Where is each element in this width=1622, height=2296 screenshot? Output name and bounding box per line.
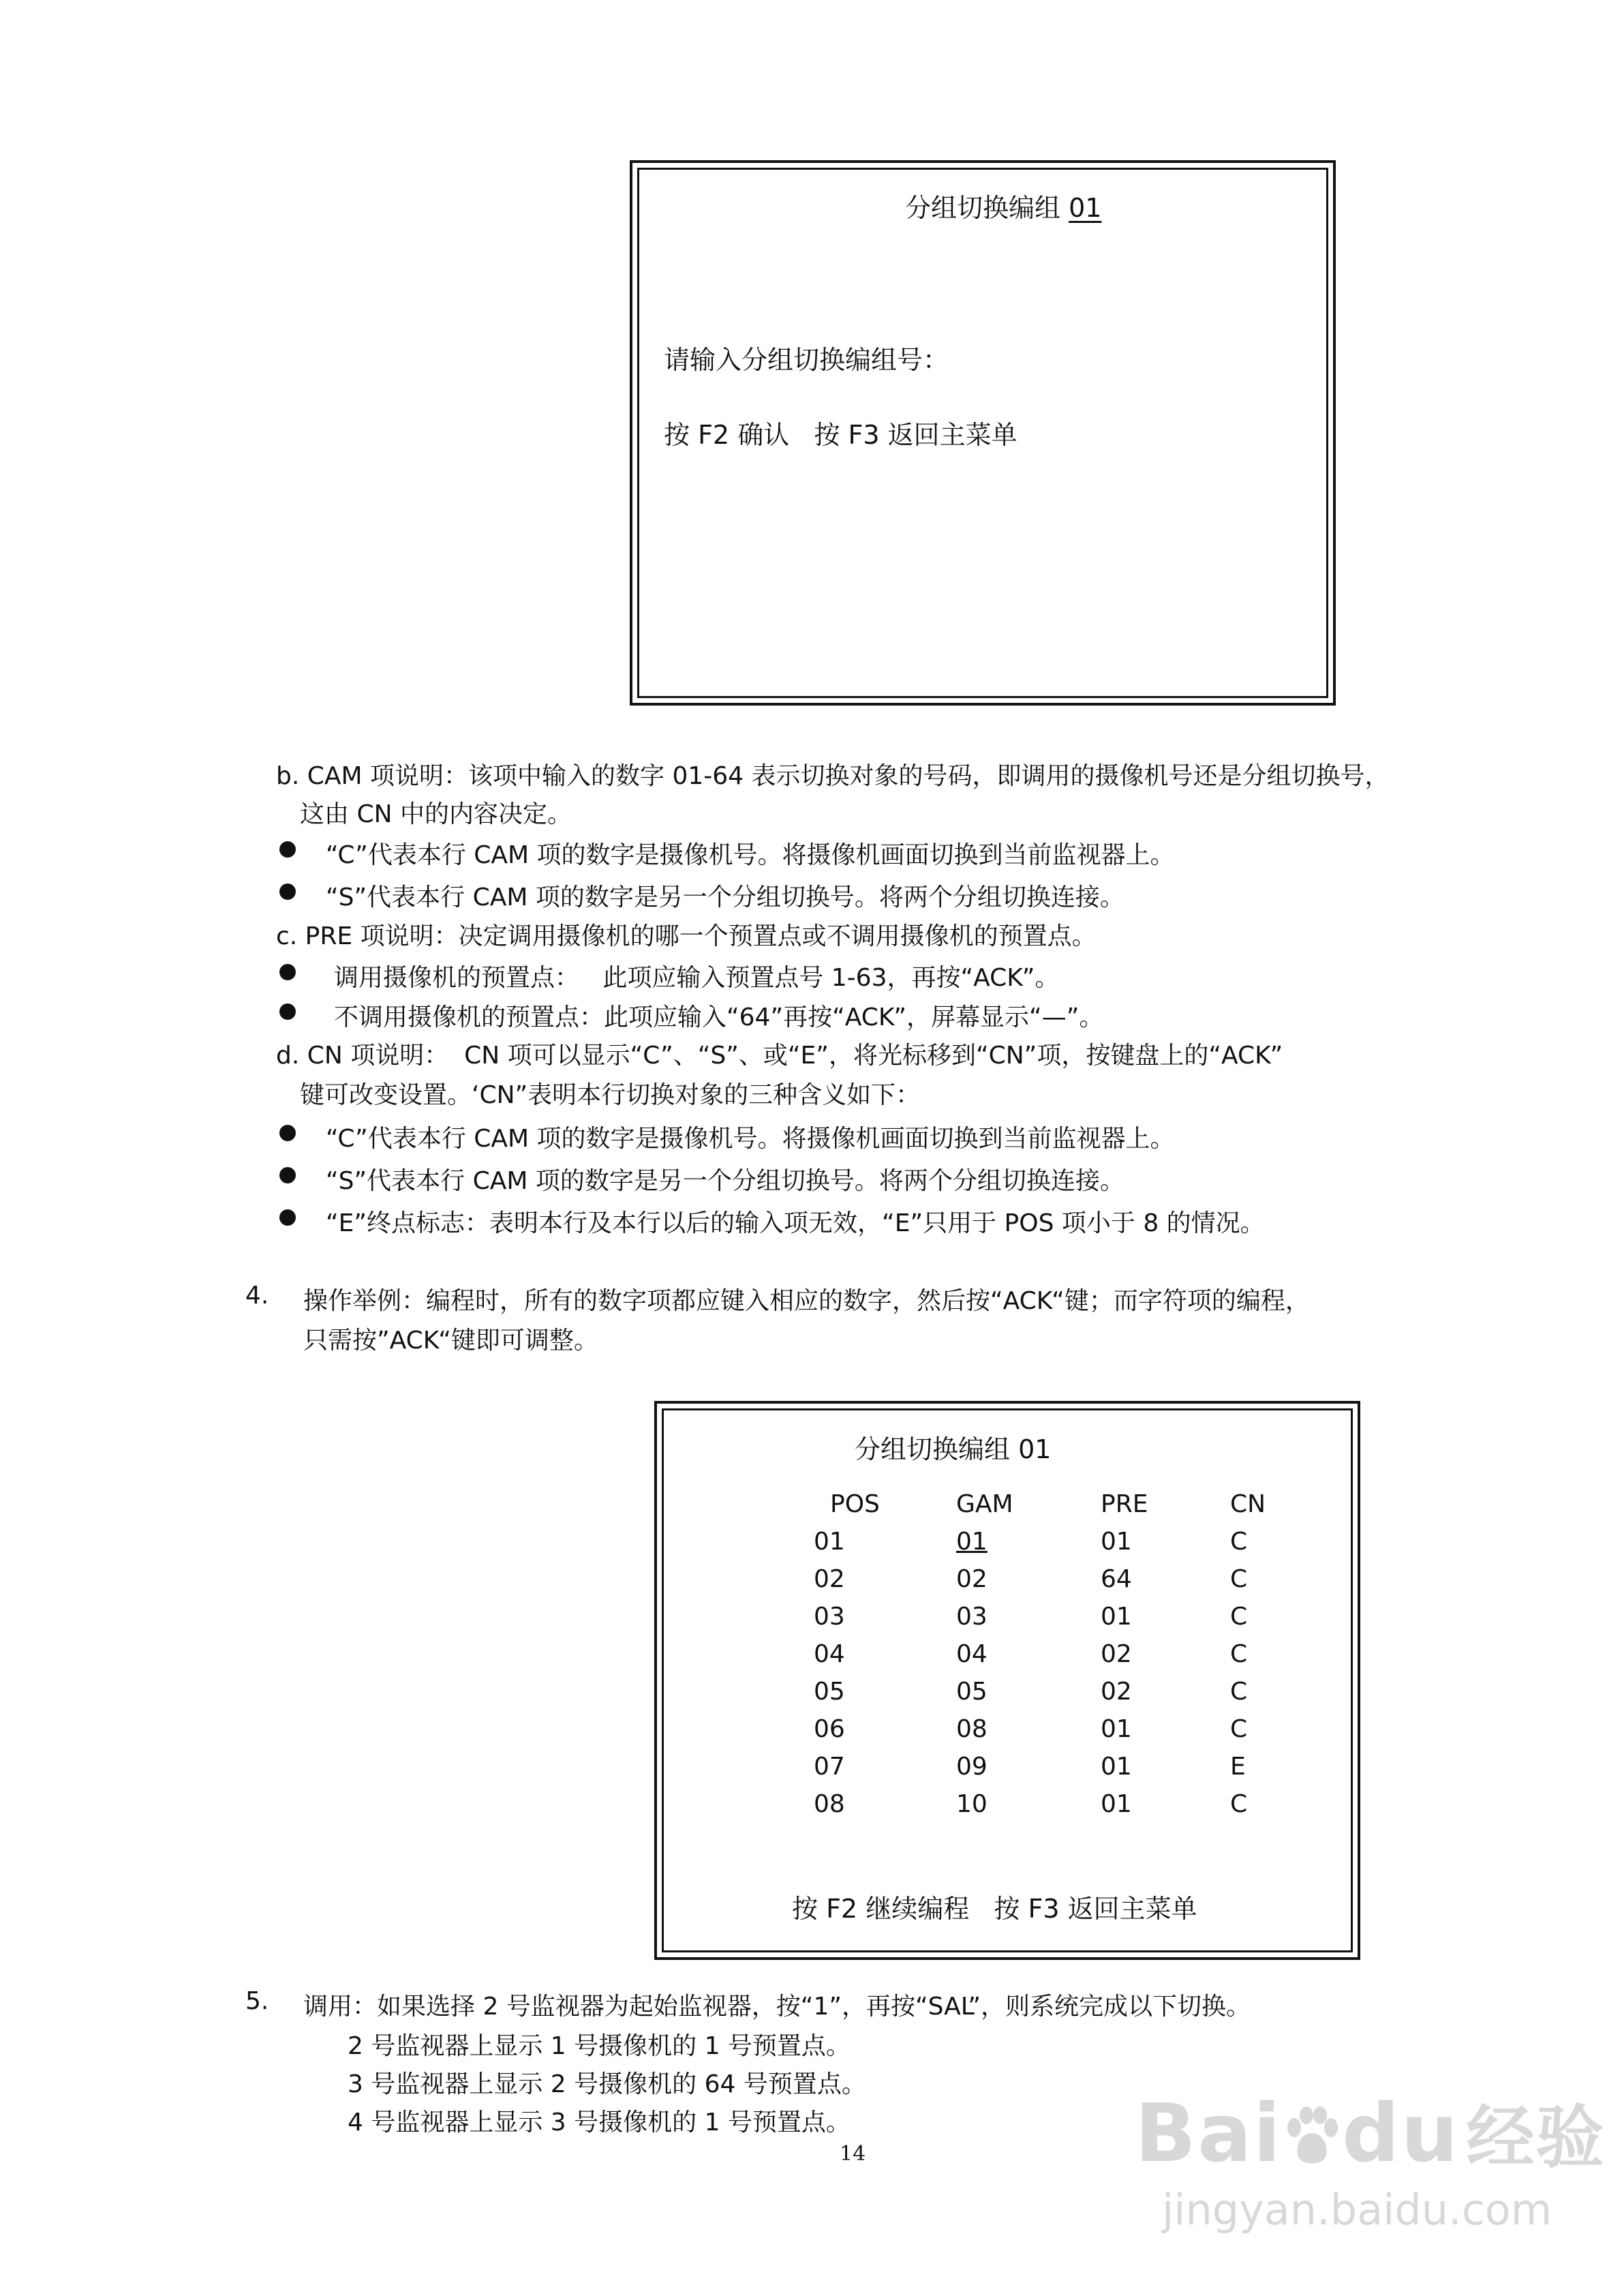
page-number: 14: [840, 2142, 866, 2166]
section-d-line1: d. CN 项说明： CN 项可以显示“C”、“S”、或“E”，将光标移到“CN”项，按键盘上的“ACK”: [276, 1042, 1283, 1070]
pre-cell: 01: [1101, 1715, 1132, 1743]
item5-result-3: 4 号监视器上显示 3 号摄像机的 1 号预置点。: [348, 2109, 851, 2136]
screen-box-group-number: [630, 160, 1336, 706]
gam-cell: 09: [956, 1753, 988, 1781]
pos-cell: 08: [814, 1790, 845, 1818]
pos-cell: 07: [814, 1753, 845, 1781]
table-row: [814, 1785, 1298, 1823]
col-header-gam: GAM: [956, 1490, 1013, 1518]
bullet-dot: [279, 1125, 296, 1141]
pre-cell: 01: [1101, 1603, 1132, 1631]
item5-result-2: 3 号监视器上显示 2 号摄像机的 64 号预置点。: [348, 2070, 866, 2098]
watermark-brand: Bai: [1135, 2086, 1283, 2180]
pos-cell: 06: [814, 1715, 845, 1743]
bullet-dot: [279, 841, 296, 858]
cn-cell: C: [1230, 1640, 1248, 1668]
pos-cell: 01: [814, 1528, 845, 1556]
watermark-logo: [1135, 2083, 1606, 2186]
cn-cell: C: [1230, 1790, 1248, 1818]
item4-line1: 操作举例：编程时，所有的数字项都应键入相应的数字，然后按“ACK“键；而字符项的编程，: [303, 1287, 1310, 1315]
section-b-line1: b. CAM 项说明：该项中输入的数字 01-64 表示切换对象的号码，即调用的摄像机号还是分组切换号，: [276, 762, 1390, 790]
gam-cell: 03: [956, 1603, 988, 1631]
section-d-bullet-3: “E”终点标志：表明本行及本行以后的输入项无效，“E”只用于 POS 项小于 8 的情况。: [326, 1209, 1265, 1237]
item5-line1: 调用：如果选择 2 号监视器为起始监视器，按“1”，再按“SAL”，则系统完成以下切换。: [303, 1993, 1251, 2021]
pre-cell: 01: [1101, 1753, 1132, 1781]
section-c-line1: c. PRE 项说明：决定调用摄像机的哪一个预置点或不调用摄像机的预置点。: [276, 922, 1097, 950]
item4-line2: 只需按”ACK“键即可调整。: [303, 1327, 598, 1355]
table-row: [814, 1748, 1298, 1785]
pos-cell: 02: [814, 1565, 845, 1593]
pre-cell: 01: [1101, 1790, 1132, 1818]
screen1-title-number: 01: [1069, 193, 1102, 223]
watermark-brand-cn: 经验: [1466, 2098, 1606, 2177]
screen1-prompt: 请输入分组切换编组号：: [664, 345, 949, 375]
section-d-bullet-2: “S”代表本行 CAM 项的数字是另一个分组切换号。将两个分组切换连接。: [326, 1167, 1124, 1195]
watermark-url: jingyan.baidu.com: [1162, 2185, 1552, 2235]
cn-cell: C: [1230, 1565, 1248, 1593]
screen1-title-text: 分组切换编组: [905, 193, 1069, 223]
pos-cell: 04: [814, 1640, 845, 1668]
gam-cell: 01: [956, 1528, 988, 1556]
section-c-bullet-2: 不调用摄像机的预置点：此项应输入“64”再按“ACK”，屏幕显示“—”。: [334, 1003, 1104, 1031]
section-c-bullet-1: 调用摄像机的预置点： 此项应输入预置点号 1-63，再按“ACK”。: [334, 964, 1060, 992]
pos-cell: 03: [814, 1603, 845, 1631]
cn-cell: C: [1230, 1528, 1248, 1556]
pre-cell: 01: [1101, 1528, 1132, 1556]
gam-cell: 10: [956, 1790, 988, 1818]
screen1-keys: 按 F2 确认 按 F3 返回主菜单: [664, 420, 1017, 450]
item4-number: 4.: [245, 1282, 269, 1310]
screen2-title: 分组切换编组 01: [855, 1434, 1052, 1464]
gam-cell: 02: [956, 1565, 988, 1593]
watermark-brand2: du: [1342, 2086, 1460, 2180]
item5-number: 5.: [245, 1987, 269, 2015]
bullet-dot: [279, 1167, 296, 1183]
cn-cell: C: [1230, 1715, 1248, 1743]
screen1-title: [905, 187, 1101, 224]
screen-box-inner: [662, 1408, 1353, 1952]
pre-cell: 02: [1101, 1640, 1132, 1668]
col-header-pos: POS: [830, 1490, 880, 1518]
table-row: [814, 1560, 1298, 1598]
pre-cell: 64: [1101, 1565, 1132, 1593]
col-header-pre: PRE: [1101, 1490, 1148, 1518]
pre-cell: 02: [1101, 1678, 1132, 1706]
paw-icon: [1285, 2092, 1339, 2186]
table-header-row: [814, 1485, 1298, 1523]
screen2-keys: 按 F2 继续编程 按 F3 返回主菜单: [792, 1894, 1197, 1924]
group-switch-table: [814, 1485, 1298, 1823]
table-row: [814, 1710, 1298, 1748]
section-d-line2: 键可改变设置。‘CN”表明本行切换对象的三种含义如下：: [300, 1081, 921, 1109]
gam-cell: 04: [956, 1640, 988, 1668]
cn-cell: E: [1230, 1753, 1246, 1781]
gam-cell: 05: [956, 1678, 988, 1706]
section-b-line2: 这由 CN 中的内容决定。: [300, 800, 572, 828]
screen-box-group-table: [654, 1401, 1360, 1960]
col-header-cn: CN: [1230, 1490, 1266, 1518]
screen-box-inner: [637, 168, 1328, 698]
section-d-bullet-1: “C”代表本行 CAM 项的数字是摄像机号。将摄像机画面切换到当前监视器上。: [326, 1125, 1175, 1153]
bullet-dot: [279, 1003, 296, 1020]
bullet-dot: [279, 883, 296, 900]
cn-cell: C: [1230, 1603, 1248, 1631]
table-row: [814, 1598, 1298, 1635]
bullet-dot: [279, 1209, 296, 1226]
cn-cell: C: [1230, 1678, 1248, 1706]
bullet-dot: [279, 964, 296, 980]
section-b-bullet-2: “S”代表本行 CAM 项的数字是另一个分组切换号。将两个分组切换连接。: [326, 883, 1124, 911]
gam-cell: 08: [956, 1715, 988, 1743]
item5-result-1: 2 号监视器上显示 1 号摄像机的 1 号预置点。: [348, 2032, 851, 2060]
table-row: [814, 1523, 1298, 1560]
pos-cell: 05: [814, 1678, 845, 1706]
table-row: [814, 1673, 1298, 1710]
section-b-bullet-1: “C”代表本行 CAM 项的数字是摄像机号。将摄像机画面切换到当前监视器上。: [326, 841, 1175, 869]
table-row: [814, 1635, 1298, 1673]
